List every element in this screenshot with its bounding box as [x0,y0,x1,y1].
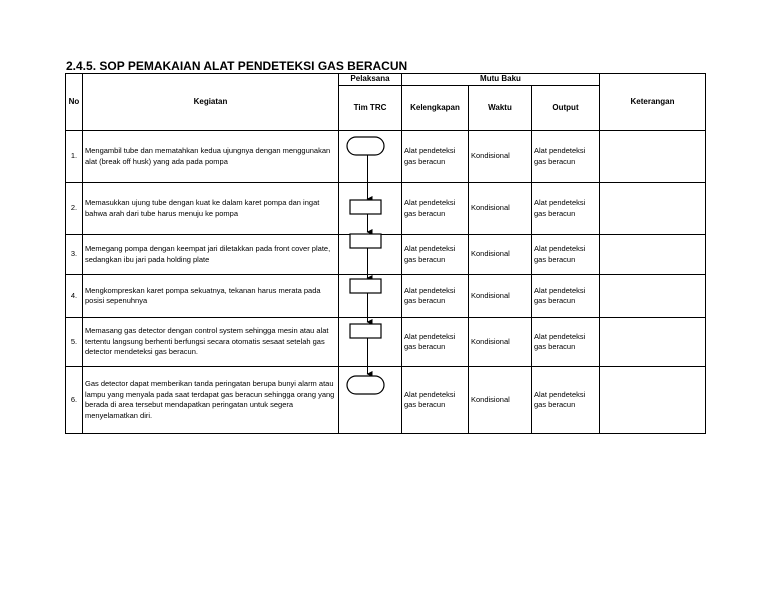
row-remarks [600,131,706,183]
header-mutu-baku: Mutu Baku [402,74,600,86]
row-remarks [600,275,706,318]
row-remarks [600,235,706,275]
row-time: Kondisional [469,183,532,235]
row-flow-cell [339,367,402,434]
row-output: Alat pendeteksi gas beracun [532,318,600,367]
row-flow-cell [339,275,402,318]
row-time: Kondisional [469,318,532,367]
header-kegiatan: Kegiatan [83,74,339,131]
header-output: Output [532,86,600,131]
row-activity: Memasang gas detector dengan control system sehingga mesin atau alat tertentu langsung berhenti berfungsi secara otomatis sesaat setelah gas detector mendeteksi gas beracun. [83,318,339,367]
row-remarks [600,183,706,235]
header-tim-trc: Tim TRC [339,86,402,131]
table-row [66,275,706,318]
row-time: Kondisional [469,367,532,434]
row-activity: Memasukkan ujung tube dengan kuat ke dalam karet pompa dan ingat bahwa arah dari tube harus menuju ke pompa [83,183,339,235]
row-flow-cell [339,131,402,183]
row-number: 3. [66,235,83,275]
row-time: Kondisional [469,131,532,183]
row-activity: Mengkompreskan karet pompa sekuatnya, tekanan harus merata pada posisi sepenuhnya [83,275,339,318]
header-waktu: Waktu [469,86,532,131]
header-no: No [66,74,83,131]
table-row [66,318,706,367]
row-equipment: Alat pendeteksi gas beracun [402,318,469,367]
row-output: Alat pendeteksi gas beracun [532,367,600,434]
row-equipment: Alat pendeteksi gas beracun [402,183,469,235]
row-output: Alat pendeteksi gas beracun [532,131,600,183]
row-remarks [600,367,706,434]
row-equipment: Alat pendeteksi gas beracun [402,131,469,183]
table-row [66,183,706,235]
row-flow-cell [339,318,402,367]
row-equipment: Alat pendeteksi gas beracun [402,275,469,318]
page-title: 2.4.5. SOP PEMAKAIAN ALAT PENDETEKSI GAS BERACUN [66,59,408,73]
sop-table [65,73,706,434]
row-time: Kondisional [469,235,532,275]
row-flow-cell [339,235,402,275]
row-activity: Gas detector dapat memberikan tanda peringatan berupa bunyi alarm atau lampu yang menyala pada saat terdapat gas beracun sehingga orang yang berada di area tersebut mendapatkan peringatan untuk segera menyelamatkan diri. [83,367,339,434]
row-time: Kondisional [469,275,532,318]
row-number: 6. [66,367,83,434]
row-output: Alat pendeteksi gas beracun [532,275,600,318]
header-pelaksana: Pelaksana [339,74,402,86]
row-number: 2. [66,183,83,235]
row-output: Alat pendeteksi gas beracun [532,235,600,275]
row-output: Alat pendeteksi gas beracun [532,183,600,235]
row-flow-cell [339,183,402,235]
row-equipment: Alat pendeteksi gas beracun [402,367,469,434]
header-kelengkapan: Kelengkapan [402,86,469,131]
row-equipment: Alat pendeteksi gas beracun [402,235,469,275]
header-keterangan: Keterangan [600,74,706,131]
row-number: 1. [66,131,83,183]
row-remarks [600,318,706,367]
table-row [66,235,706,275]
table-row [66,367,706,434]
row-number: 5. [66,318,83,367]
row-activity: Memegang pompa dengan keempat jari diletakkan pada front cover plate, sedangkan ibu jari pada holding plate [83,235,339,275]
table-row [66,131,706,183]
row-number: 4. [66,275,83,318]
row-activity: Mengambil tube dan mematahkan kedua ujungnya dengan menggunakan alat (break off husk) yang ada pada pompa [83,131,339,183]
